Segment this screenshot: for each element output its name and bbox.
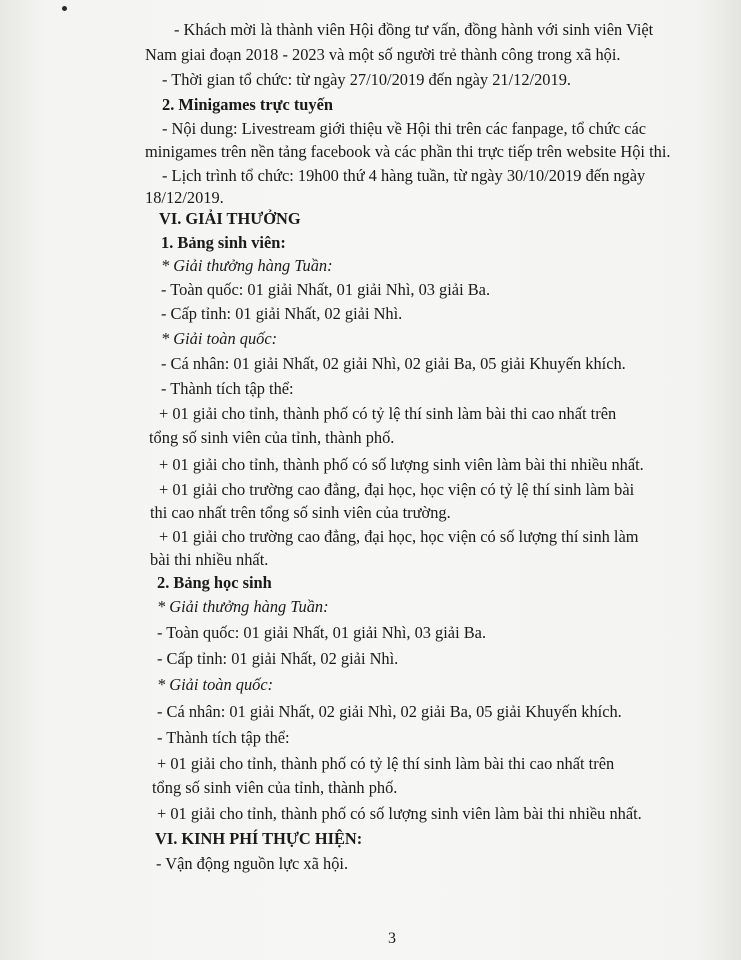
italic-heading: * Giải thưởng hàng Tuần: xyxy=(161,256,333,275)
paragraph-line: - Thành tích tập thể: xyxy=(157,728,290,747)
paragraph-line: - Cá nhân: 01 giải Nhất, 02 giải Nhì, 02 giải Ba, 05 giải Khuyến khích. xyxy=(157,702,622,721)
paragraph-line: - Toàn quốc: 01 giải Nhất, 01 giải Nhì, 03 giải Ba. xyxy=(157,623,487,642)
paragraph-line: minigames trên nền tảng facebook và các phần thi trực tiếp trên website Hội thi. xyxy=(145,142,671,161)
paragraph-line: + 01 giải cho trường cao đẳng, đại học, học viện có tỷ lệ thí sinh làm bài xyxy=(159,480,635,499)
paragraph-line: - Thời gian tổ chức: từ ngày 27/10/2019 đến ngày 21/12/2019. xyxy=(162,70,571,89)
paragraph-line: + 01 giải cho tỉnh, thành phố có tỷ lệ thí sinh làm bài thi cao nhất trên xyxy=(157,754,615,773)
paragraph-line: - Cá nhân: 01 giải Nhất, 02 giải Nhì, 02 giải Ba, 05 giải Khuyến khích. xyxy=(161,354,626,373)
paragraph-line: bài thi nhiều nhất. xyxy=(150,550,269,569)
paragraph-line: tổng số sinh viên của tỉnh, thành phố. xyxy=(152,778,398,797)
paragraph-line: - Thành tích tập thể: xyxy=(161,379,294,398)
subsection-heading: 1. Bảng sinh viên: xyxy=(161,233,286,252)
paragraph-line: - Lịch trình tổ chức: 19h00 thứ 4 hàng tuần, từ ngày 30/10/2019 đến ngày xyxy=(162,166,646,185)
paragraph-line: - Cấp tỉnh: 01 giải Nhất, 02 giải Nhì. xyxy=(161,304,403,323)
paragraph-line: - Cấp tỉnh: 01 giải Nhất, 02 giải Nhì. xyxy=(157,649,399,668)
paragraph-line: - Nội dung: Livestream giới thiệu về Hội thi trên các fanpage, tổ chức các xyxy=(162,119,647,138)
section-heading: VI. KINH PHÍ THỰC HIỆN: xyxy=(155,829,363,848)
section-heading: 2. Minigames trực tuyến xyxy=(162,95,333,114)
page-number: 3 xyxy=(388,930,396,947)
paragraph-line: - Vận động nguồn lực xã hội. xyxy=(156,854,349,873)
paragraph-line: - Toàn quốc: 01 giải Nhất, 01 giải Nhì, 03 giải Ba. xyxy=(161,280,491,299)
paragraph-line: + 01 giải cho trường cao đẳng, đại học, học viện có số lượng thí sinh làm xyxy=(159,527,639,546)
paragraph-line: - Khách mời là thành viên Hội đồng tư vấn, đồng hành với sinh viên Việt xyxy=(174,20,654,39)
paragraph-line: + 01 giải cho tỉnh, thành phố có số lượng sinh viên làm bài thi nhiều nhất. xyxy=(159,455,644,474)
paragraph-line: + 01 giải cho tỉnh, thành phố có tỷ lệ thí sinh làm bài thi cao nhất trên xyxy=(159,404,617,423)
section-heading: VI. GIẢI THƯỞNG xyxy=(159,209,301,228)
paragraph-line: thi cao nhất trên tổng số sinh viên của trường. xyxy=(150,503,451,522)
scan-dot xyxy=(62,6,67,11)
italic-heading: * Giải toàn quốc: xyxy=(161,329,278,348)
paragraph-line: 18/12/2019. xyxy=(145,188,224,207)
paragraph-line: + 01 giải cho tỉnh, thành phố có số lượng sinh viên làm bài thi nhiều nhất. xyxy=(157,804,642,823)
italic-heading: * Giải toàn quốc: xyxy=(157,675,274,694)
italic-heading: * Giải thưởng hàng Tuần: xyxy=(157,597,329,616)
paragraph-line: Nam giai đoạn 2018 - 2023 và một số người trẻ thành công trong xã hội. xyxy=(145,45,621,64)
paragraph-line: tổng số sinh viên của tỉnh, thành phố. xyxy=(149,428,395,447)
subsection-heading: 2. Bảng học sinh xyxy=(157,573,272,592)
